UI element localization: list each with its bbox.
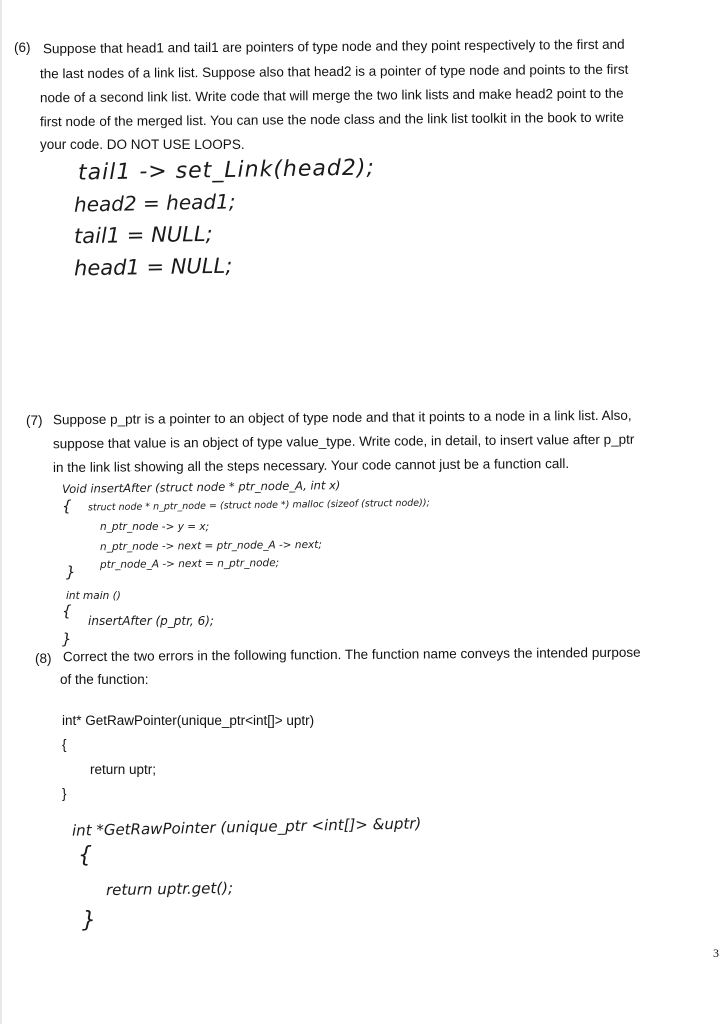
question-number: (7) (26, 413, 43, 428)
handwritten-answer-line: Void insertAfter (struct node * ptr_node_A, int x) (61, 478, 341, 496)
handwritten-answer-line: } (66, 563, 76, 581)
question-text-line: first node of the merged list. You can use the node class and the link list toolkit in the book to write (39, 109, 624, 130)
handwritten-answer-line (78, 155, 375, 185)
handwritten-answer-line: } (62, 630, 72, 648)
handwritten-answer-line: { (62, 497, 72, 515)
question-text-line: Suppose that head1 and tail1 are pointers of type node and they point respectively to the first and (42, 36, 625, 57)
handwritten-answer-line: { (78, 843, 92, 868)
answer-text: tail1 -> set_Link(head2); (77, 155, 376, 186)
question-text-line: node of a second link list. Write code that will merge the two link lists and make head2 point to the (39, 85, 624, 106)
handwritten-answer-line: ptr_node_A -> next = n_ptr_node; (99, 557, 280, 571)
question-text-line: Correct the two errors in the following function. The function name conveys the intended purpose (62, 644, 641, 665)
handwritten-answer-line: return uptr.get(); (105, 878, 234, 900)
question-text-line: the last nodes of a link list. Suppose also that head2 is a pointer of type node and points to the first (39, 61, 629, 82)
code-line: } (62, 786, 67, 801)
handwritten-answer-line: tail1 = NULL; (73, 221, 213, 249)
question-number: (8) (35, 651, 52, 666)
handwritten-answer-line: struct node * n_ptr_node = (struct node *) malloc (sizeof (struct node)); (87, 497, 430, 514)
page-number: 3 (713, 946, 719, 960)
code-line: return uptr; (90, 762, 157, 777)
handwritten-answer-line: int *GetRawPointer (unique_ptr <int[]> &uptr) (71, 814, 422, 840)
question-text-line: your code. DO NOT USE LOOPS. (40, 137, 245, 152)
handwritten-answer-line: n_ptr_node -> next = ptr_node_A -> next; (99, 538, 322, 554)
handwritten-answer-line: head1 = NULL; (73, 253, 233, 281)
handwritten-answer-line: n_ptr_node -> y = x; (100, 521, 210, 533)
question-text-line: in the link list showing all the steps necessary. Your code cannot just be a function call. (52, 455, 570, 476)
question-number: (6) (14, 40, 31, 55)
handwritten-answer-line: } (82, 908, 96, 933)
handwritten-answer-line: { (62, 602, 72, 620)
handwritten-answer-line: insertAfter (p_ptr, 6); (88, 614, 214, 628)
question-text-line: suppose that value is an object of type value_type. Write code, in detail, to insert value after p_ptr (52, 431, 635, 452)
scan-edge (0, 0, 2, 1024)
question-text-line: of the function: (60, 672, 149, 687)
question-text-line: Suppose p_ptr is a pointer to an object of type node and that it points to a node in a link list. Also, (52, 407, 632, 428)
code-line: { (62, 737, 67, 752)
handwritten-answer-line: int main () (66, 590, 121, 602)
handwritten-answer-line: head2 = head1; (73, 189, 236, 217)
code-line: int* GetRawPointer(unique_ptr<int[]> uptr) (62, 713, 315, 728)
